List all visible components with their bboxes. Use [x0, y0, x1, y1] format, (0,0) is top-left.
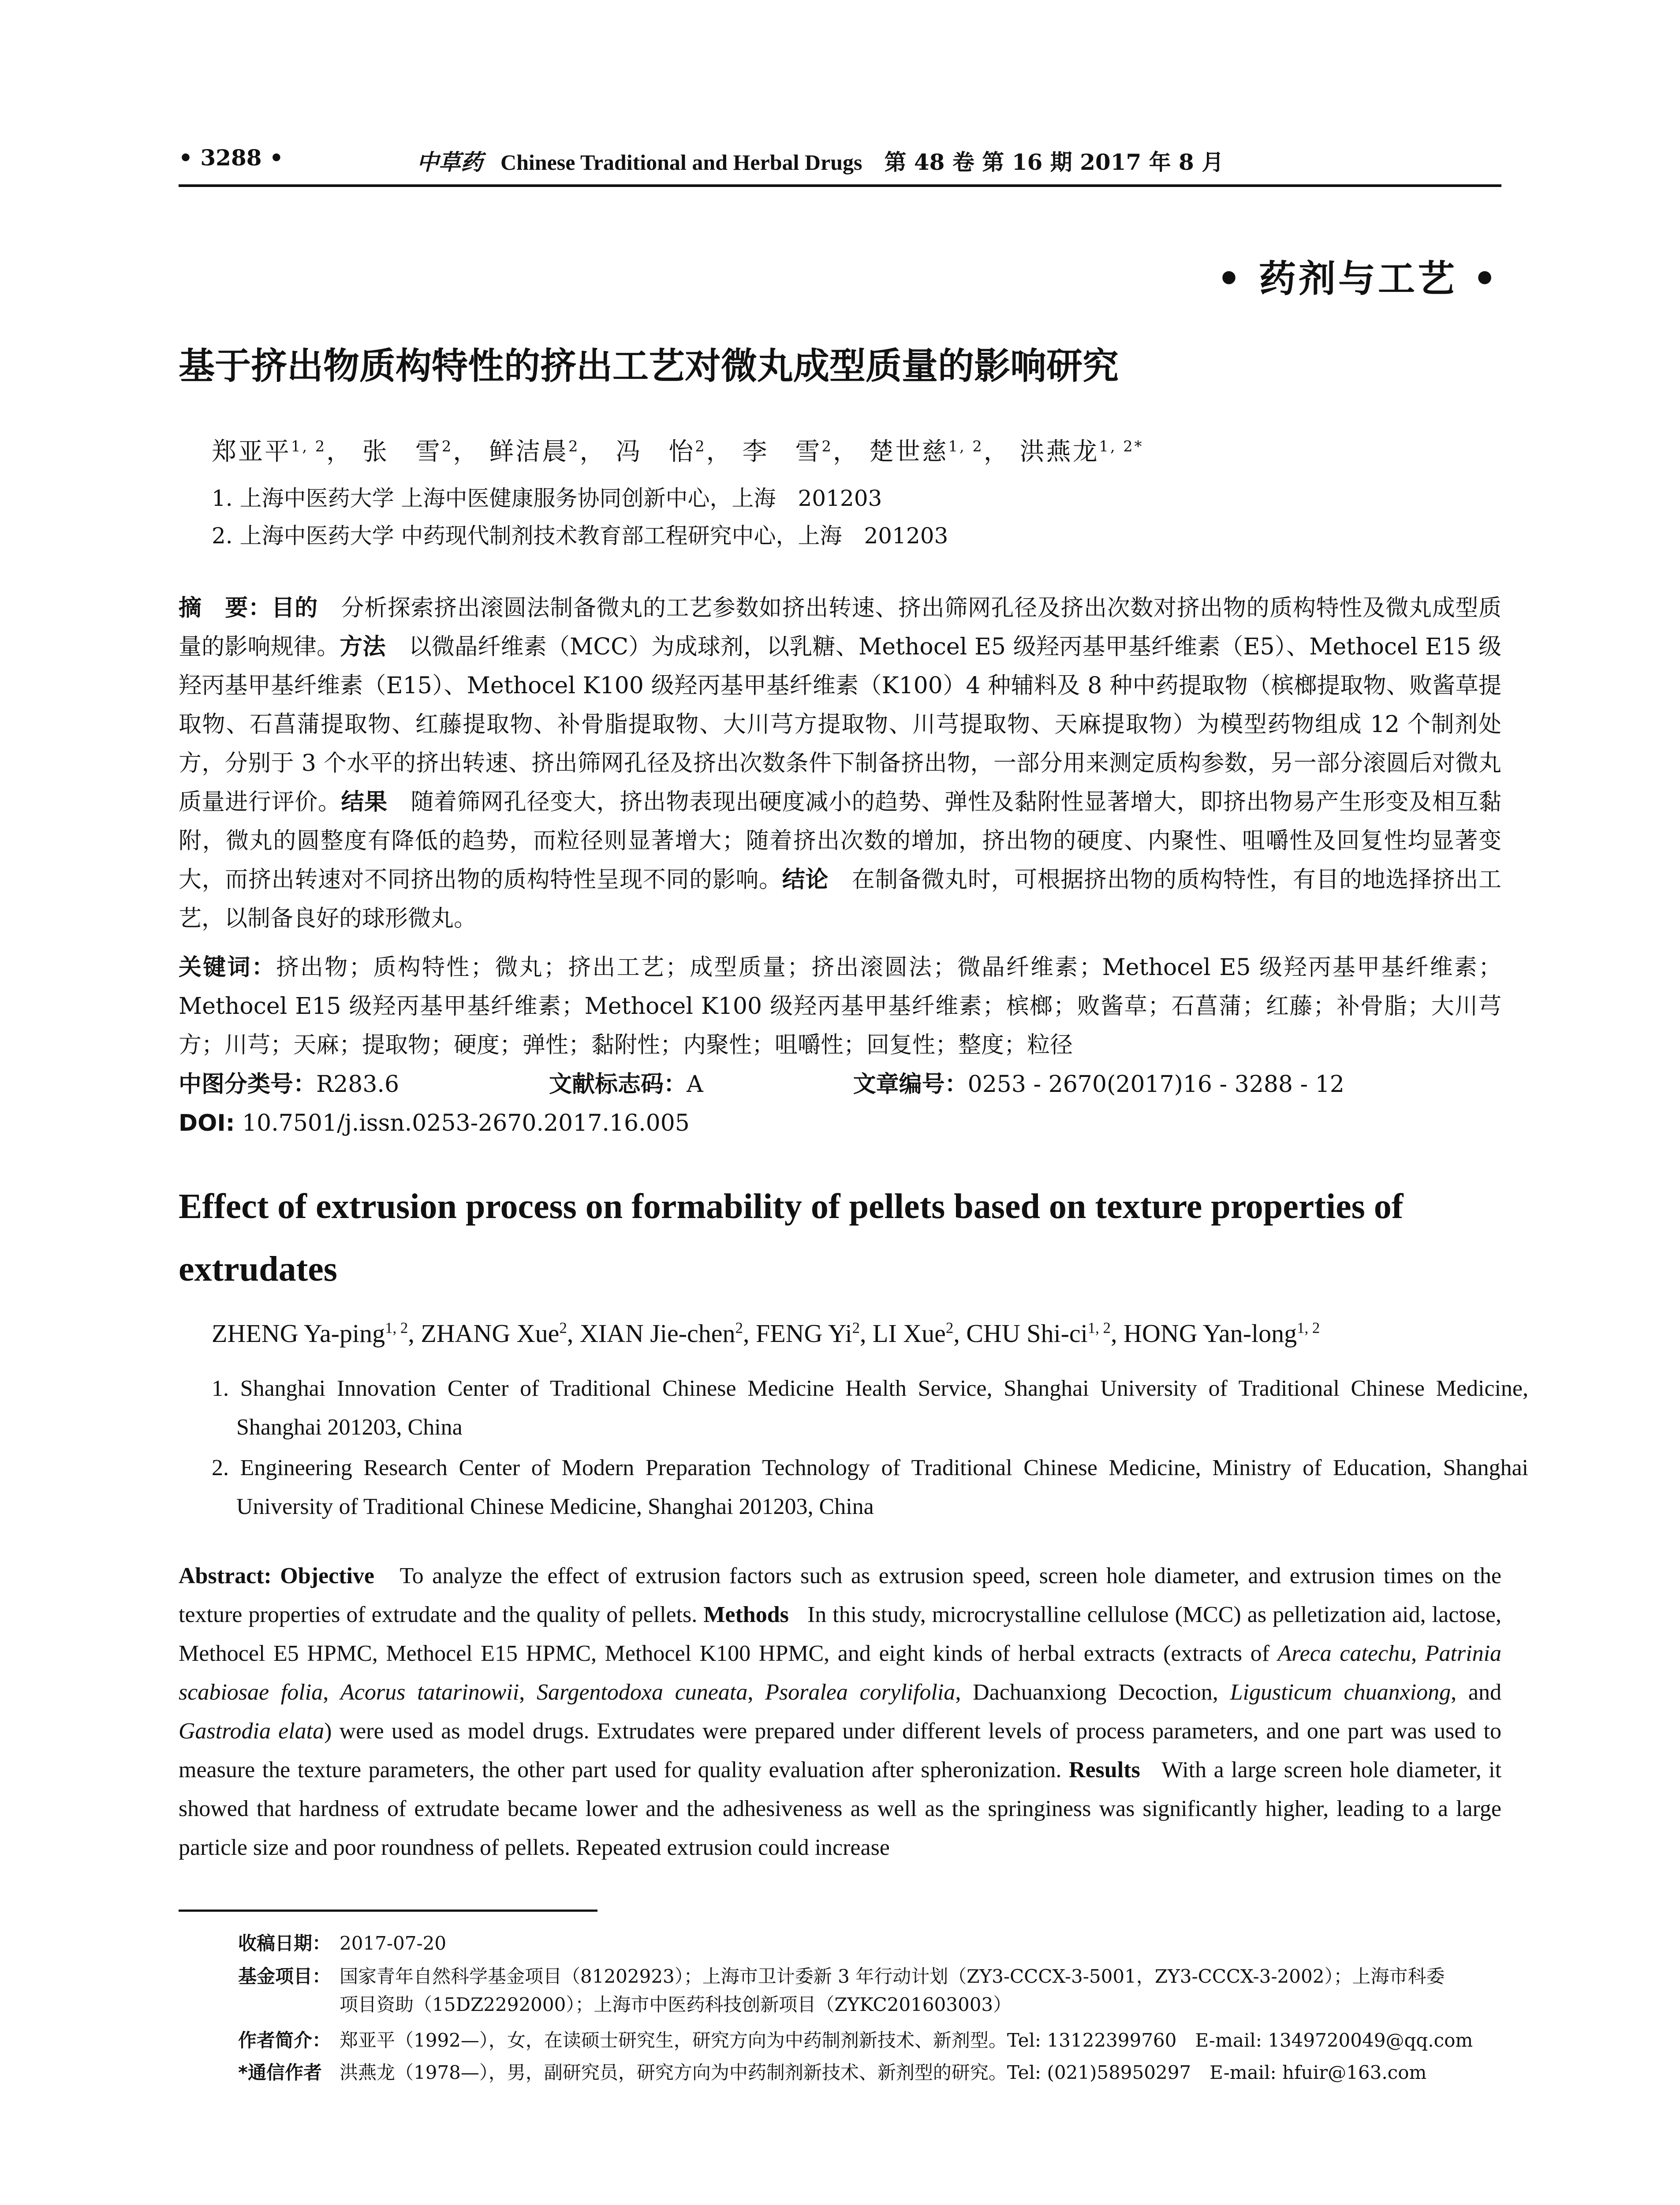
footnote-fund: 基金项目： 国家青年自然科学基金项目（81202923）；上海市卫计委新 3 年行动计划（ZY3-CCCX-3-5001，ZY3-CCCX-3-2002）；上海市科委 项目资助（15DZ2292000）；上海市中医药科技创新项目（ZYKC201603003）	[238, 1966, 1445, 2015]
abstract-en-label: Abstract: Objective	[179, 1563, 374, 1588]
title-en: Effect of extrusion process on formability of pellets based on texture properties of extrudates	[179, 1187, 1404, 1289]
section-tag: • 药剂与工艺 •	[1217, 257, 1499, 300]
species-name: Sargentodoxa cuneata	[537, 1680, 748, 1705]
article-number: 文章编号：0253 - 2670(2017)16 - 3288 - 12	[853, 1071, 1344, 1098]
issue-info: 第 48 卷 第 16 期 2017 年 8 月	[884, 149, 1224, 175]
doi-label: DOI:	[179, 1110, 235, 1136]
footnote-author: 作者简介： 郑亚平（1992—），女，在读硕士研究生，研究方向为中药制剂新技术、新剂型。Tel: 13122399760 E-mail: 1349720049@qq.com	[238, 2029, 1473, 2051]
journal-logo: 中草药	[417, 149, 483, 175]
running-header	[179, 141, 1501, 187]
footnote-corresponding: *通信作者 洪燕龙（1978—），男，副研究员，研究方向为中药制剂新技术、新剂型的研究。Tel: (021)58950297 E-mail: hfuir@163.com	[238, 2062, 1427, 2083]
keywords-label: 关键词：	[179, 954, 276, 981]
author-zh: 洪燕龙$^{1, 2*}$	[1019, 437, 1144, 466]
journal-info	[417, 145, 1224, 176]
journal-name-en: Chinese Traditional and Herbal Drugs	[500, 150, 862, 175]
doi-line	[179, 1104, 690, 1143]
and-text: and	[1468, 1680, 1501, 1705]
author-en: CHU Shi-ci$^{1, 2}$,	[966, 1319, 1124, 1348]
author-zh: 张 雪$^2$，	[362, 437, 480, 466]
results-text: 随着筛网孔径变大，挤出物表现出硬度减小的趋势、弹性及黏附性显著增大，即挤出物易产生形变及相互黏附，微丸的圆整度有降低的趋势，而粒径则显著增大；随着挤出次数的增加，挤出物的硬度、内聚性、咀嚼性及回复性均显著变大，而挤出转速对不同挤出物的质构特性呈现不同的影响。	[179, 789, 1501, 893]
author-en: ZHANG Xue$^2$,	[421, 1319, 580, 1348]
doc-code: 文献标志码：A	[549, 1071, 703, 1098]
conclusion-text: 在制备微丸时，可根据挤出物的质构特性，有目的地选择挤出工艺，以制备良好的球形微丸。	[179, 867, 1501, 932]
author-en: XIAN Jie-chen$^2$,	[579, 1319, 756, 1348]
affiliation-en-2: 2. Engineering Research Center of Modern Preparation Technology of Traditional Chinese Medicine, Ministry of Education, Shanghai University of Traditional Chinese Medicine, Shanghai 201203, China	[212, 1455, 1528, 1519]
conclusion-label: 结论	[782, 867, 829, 893]
objective-text: 分析探索挤出滚圆法制备微丸的工艺参数如挤出转速、挤出筛网孔径及挤出次数对挤出物的质构特性及微丸成型质量的影响规律。	[179, 595, 1501, 660]
author-en: FENG Yi$^2$,	[755, 1319, 873, 1348]
methods-text: 以微晶纤维素（MCC）为成球剂，以乳糖、Methocel E5 级羟丙基甲基纤维素（E5）、Methocel E15 级羟丙基甲基纤维素（E15）、Methocel K100 级羟丙基甲基纤维素（K100）4 种辅料及 8 种中药提取物（槟榔提取物、败酱草提取物、石菖蒲提取物、红藤提取物、补骨脂提取物、大川芎方提取物、川芎提取物、天麻提取物）为模型药物组成 12 个制剂处方，分别于 3 个水平的挤出转速、挤出筛网孔径及挤出次数条件下制备挤出物，一部分用来测定质构参数，另一部分滚圆后对微丸质量进行评价。	[179, 634, 1501, 815]
species-name: Ligusticum chuanxiong	[1230, 1680, 1451, 1705]
author-en: ZHENG Ya-ping$^{1, 2}$,	[212, 1319, 421, 1348]
species-name: Gastrodia elata	[179, 1719, 325, 1744]
author-en: LI Xue$^2$,	[872, 1319, 967, 1348]
author-zh: 楚世慈$^{1, 2}$，	[869, 437, 1010, 466]
species-name: Areca catechu	[1277, 1641, 1411, 1666]
author-zh: 郑亚平$^{1, 2}$，	[212, 437, 353, 466]
footnote-rule	[179, 1910, 597, 1912]
abstract-zh	[179, 589, 1501, 938]
keywords-text: 挤出物；质构特性；微丸；挤出工艺；成型质量；挤出滚圆法；微晶纤维素；Methocel E5 级羟丙基甲基纤维素；Methocel E15 级羟丙基甲基纤维素；Methocel K100 级羟丙基甲基纤维素；槟榔；败酱草；石菖蒲；红藤；补骨脂；大川芎方；川芎；天麻；提取物；硬度；弹性；黏附性；内聚性；咀嚼性；回复性；整度；粒径	[179, 954, 1501, 1058]
methods-en-label: Methods	[703, 1602, 789, 1627]
abstract-label: 摘 要：	[179, 595, 272, 621]
abstract-en: Abstract: Objective To analyze the effect of extrusion factors such as extrusion speed, screen hole diameter, and extrusion times on the texture properties of extrudate and the quality of pellets. Methods In this study, microcrystalline cellulose (MCC) as pelletization aid, lactose, Methocel E5 HPMC, Methocel E15 HPMC, Methocel K100 HPMC, and eight kinds of herbal extracts (extracts of Areca catechu, Patrinia scabiosae folia, Acorus tatarinowii, Sargentodoxa cuneata, Psoralea corylifolia, Dachuanxiong Decoction, Ligusticum chuanxiong, and Gastrodia elata) were used as model drugs. Extrudates were prepared under different levels of process parameters, and one part was used to measure the texture parameters, the other part used for quality evaluation after spheronization. Results With a large screen hole diameter, it showed that hardness of extrudate became lower and the adhesiveness as well as the springiness was significantly higher, leading to a large particle size and poor roundness of pellets. Repeated extrusion could increase	[179, 1563, 1502, 1860]
clc-code: 中图分类号：R283.6	[179, 1071, 399, 1098]
author-en: HONG Yan-long$^{1, 2}$	[1123, 1319, 1320, 1348]
authors-zh	[212, 432, 1143, 467]
classification-line	[179, 1065, 1494, 1104]
affiliation-zh-2: 2. 上海中医药大学 中药现代制剂技术教育部工程研究中心，上海 201203	[212, 523, 948, 549]
results-en-text: With a large screen hole diameter, it showed that hardness of extrudate became lower and the adhesiveness as well as the springiness was significantly higher, leading to a large particle size and poor roundness of pellets. Repeated extrusion could increase	[179, 1757, 1502, 1860]
footnote-received: 收稿日期： 2017-07-20	[238, 1932, 447, 1954]
objective-label: 目的	[271, 595, 318, 621]
species-name: Acorus tatarinowii	[340, 1680, 519, 1705]
results-en-label: Results	[1068, 1757, 1140, 1783]
author-zh: 鲜洁晨$^2$，	[489, 437, 606, 466]
species-name: Psoralea corylifolia	[765, 1680, 956, 1705]
species-name: Patrinia scabiosae folia	[179, 1641, 1502, 1705]
keywords-zh	[179, 948, 1501, 1065]
title-zh: 基于挤出物质构特性的挤出工艺对微丸成型质量的影响研究	[179, 345, 1119, 387]
doi-value: 10.7501/j.issn.0253-2670.2017.16.005	[242, 1110, 690, 1136]
page-number: • 3288 •	[179, 145, 284, 171]
methods-en-text-2: ) were used as model drugs. Extrudates were prepared under different levels of process parameters, and one part was used to measure the texture parameters, the other part used for quality evaluation after spheronization.	[179, 1719, 1501, 1783]
author-zh: 李 雪$^2$，	[742, 437, 859, 466]
decoction-text: Dachuanxiong Decoction,	[973, 1680, 1218, 1705]
results-label: 结果	[341, 789, 388, 815]
affiliation-en-1: 1. Shanghai Innovation Center of Traditional Chinese Medicine Health Service, Shanghai University of Traditional Chinese Medicine, Shanghai 201203, China	[212, 1376, 1528, 1440]
methods-en-text: In this study, microcrystalline cellulose (MCC) as pelletization aid, lactose, Methocel E5 HPMC, Methocel E15 HPMC, Methocel K100 HPMC, and eight kinds of herbal extracts (extracts of	[179, 1602, 1502, 1666]
methods-label: 方法	[340, 634, 386, 660]
authors-en	[212, 1319, 1320, 1348]
objective-en-text: To analyze the effect of extrusion factors such as extrusion speed, screen hole diameter, and extrusion times on the texture properties of extrudate and the quality of pellets.	[179, 1563, 1501, 1627]
affiliation-zh-1: 1. 上海中医药大学 上海中医健康服务协同创新中心，上海 201203	[212, 486, 882, 511]
author-zh: 冯 怡$^2$，	[616, 437, 733, 466]
